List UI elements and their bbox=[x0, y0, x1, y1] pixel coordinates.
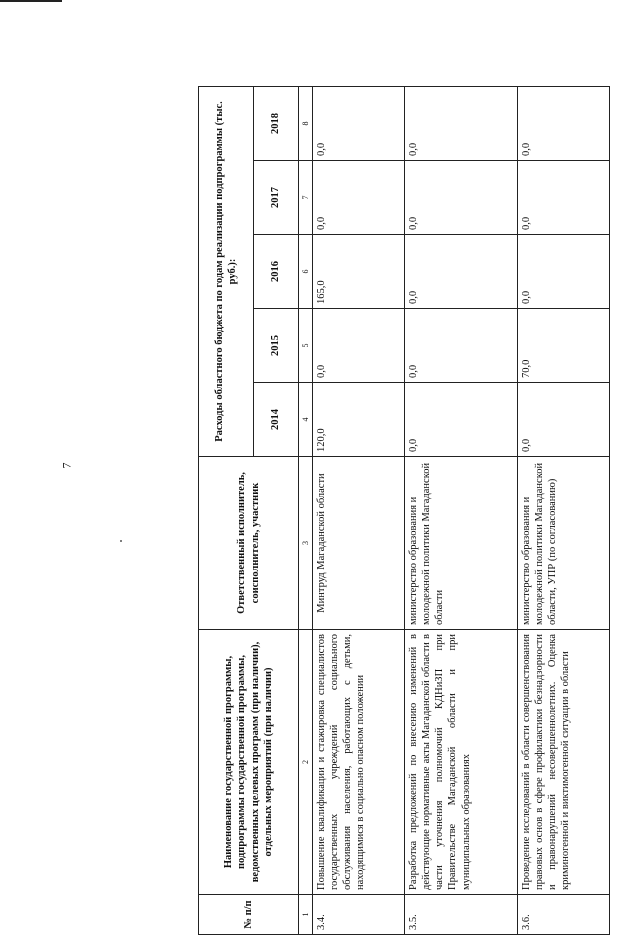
row-value: 0,0 bbox=[405, 309, 518, 383]
header-year: 2014 bbox=[254, 383, 299, 457]
col-number: 2 bbox=[299, 630, 313, 895]
row-value: 0,0 bbox=[518, 383, 610, 457]
row-value: 0,0 bbox=[518, 161, 610, 235]
row-value: 0,0 bbox=[313, 86, 405, 160]
rotated-table-frame bbox=[198, 87, 610, 935]
header-budget: Расходы областного бюджета по годам реализации подпрограммы (тыс. руб.): bbox=[199, 86, 254, 456]
row-value: 0,0 bbox=[313, 161, 405, 235]
header-year: 2016 bbox=[254, 235, 299, 309]
row-value: 0,0 bbox=[405, 161, 518, 235]
col-number: 3 bbox=[299, 457, 313, 630]
header-year: 2017 bbox=[254, 161, 299, 235]
header-name: Наименование государственной программы, подпрограммы государственной программы, ведомственных целевых программ (при наличии), отдельных мероприятий (при наличии) bbox=[199, 630, 299, 895]
row-num: 3.5. bbox=[405, 895, 518, 935]
page-number: 7 bbox=[59, 462, 74, 469]
table-row bbox=[313, 86, 405, 934]
row-num: 3.4. bbox=[313, 895, 405, 935]
scan-dot bbox=[120, 540, 122, 542]
row-value: 0,0 bbox=[405, 86, 518, 160]
row-executor: министерство образования и молодежной политики Магаданской области bbox=[405, 457, 518, 630]
row-value: 70,0 bbox=[518, 309, 610, 383]
col-number: 8 bbox=[299, 86, 313, 160]
row-name: Разработка предложений по внесению изменений в действующие нормативные акты Магаданской области в части уточнения полномочий КДНиЗП при Правительстве Магаданской области и при муниципальных образованиях bbox=[405, 630, 518, 895]
row-name: Проведение исследований в области совершенствования правовых основ в сфере профилактики безнадзорности и правонарушений несовершеннолетних. Оценка криминогенной и виктимогенной ситуации в области bbox=[518, 630, 610, 895]
col-number: 7 bbox=[299, 161, 313, 235]
row-value: 0,0 bbox=[313, 309, 405, 383]
col-number: 1 bbox=[299, 895, 313, 935]
row-value: 165,0 bbox=[313, 235, 405, 309]
row-executor: министерство образования и молодежной политики Магаданской области, УПР (по согласованию) bbox=[518, 457, 610, 630]
row-value: 0,0 bbox=[405, 383, 518, 457]
column-number-row bbox=[299, 86, 313, 934]
table-row bbox=[518, 86, 610, 934]
col-number: 5 bbox=[299, 309, 313, 383]
scan-edge-mark bbox=[0, 0, 62, 2]
header-num: № п/п bbox=[199, 895, 299, 935]
row-num: 3.6. bbox=[518, 895, 610, 935]
row-name: Повышение квалификации и стажировка специалистов государственных учреждений социального обслуживания населения, работающих с детьми, находящимися в социально опасном положении bbox=[313, 630, 405, 895]
col-number: 4 bbox=[299, 383, 313, 457]
row-value: 120,0 bbox=[313, 383, 405, 457]
row-value: 0,0 bbox=[518, 235, 610, 309]
header-row-1 bbox=[199, 86, 254, 934]
col-number: 6 bbox=[299, 235, 313, 309]
row-value: 0,0 bbox=[518, 86, 610, 160]
table-row bbox=[405, 86, 518, 934]
header-year: 2015 bbox=[254, 309, 299, 383]
budget-table bbox=[198, 86, 610, 935]
header-executor: Ответственный исполнитель, соисполнитель, участник bbox=[199, 457, 299, 630]
row-executor: Минтруд Магаданской области bbox=[313, 457, 405, 630]
row-value: 0,0 bbox=[405, 235, 518, 309]
header-year: 2018 bbox=[254, 86, 299, 160]
